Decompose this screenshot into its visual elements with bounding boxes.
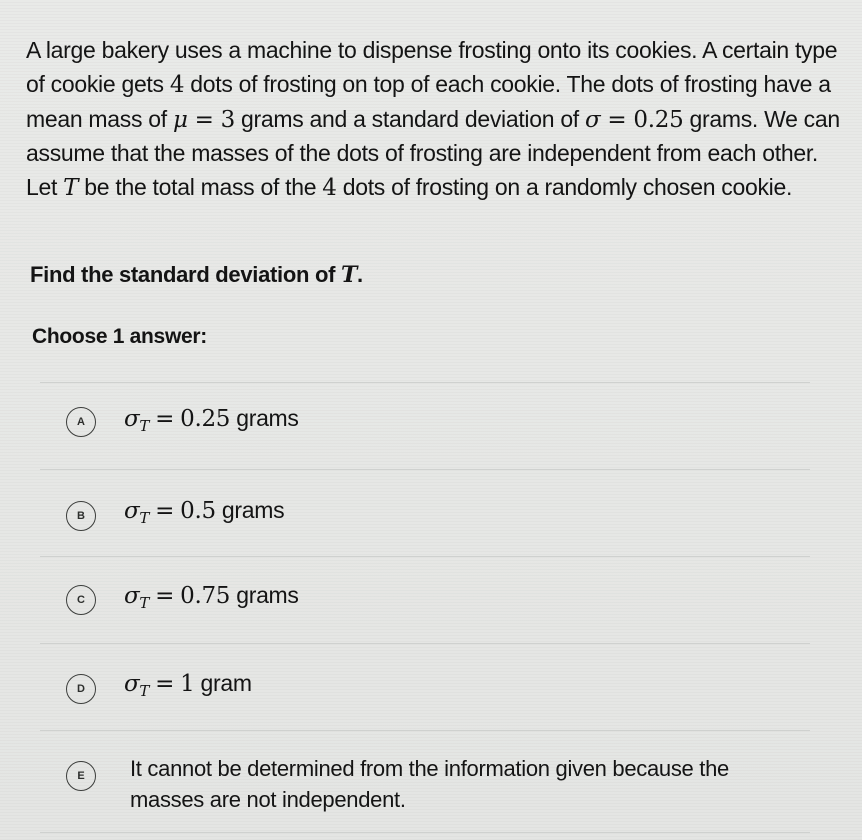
option-letter-b: B: [66, 501, 96, 531]
option-text-b: $\sigma_T = 0.5$ grams: [124, 497, 285, 527]
option-text-e: It cannot be determined from the information given because the masses are not independent.: [130, 756, 729, 812]
divider: [40, 832, 810, 833]
mu-symbol: μ: [172, 106, 188, 133]
option-letter-c: C: [66, 585, 96, 615]
answer-option-c[interactable]: [40, 557, 810, 643]
answer-option-d[interactable]: [40, 644, 810, 730]
sigma-symbol: σ: [585, 106, 601, 133]
choose-label: Choose 1 answer:: [32, 325, 207, 348]
cookie-dot-count-2: 4: [322, 175, 337, 202]
answer-option-b[interactable]: [40, 470, 810, 556]
option-text-c: $\sigma_T = 0.75$ grams: [124, 582, 299, 612]
answer-option-e[interactable]: [40, 731, 810, 831]
question-prompt: Find the standard deviation of T.: [30, 262, 363, 288]
option-letter-e: E: [66, 761, 96, 791]
answer-option-a[interactable]: [40, 383, 810, 469]
option-text-a: $\sigma_T = 0.25$ grams: [124, 405, 299, 435]
option-text-d: $\sigma_T = 1$ gram: [124, 670, 252, 700]
sd-value: 0.25: [633, 106, 684, 133]
mean-value: 3: [220, 106, 235, 133]
cookie-dot-count: 4: [169, 71, 185, 98]
option-letter-a: A: [66, 407, 96, 437]
option-letter-d: D: [66, 674, 96, 704]
t-symbol: T: [63, 175, 79, 202]
question-text: A large bakery uses a machine to dispense frosting onto its cookies. A certain type of cookie gets 4 dots of frosting on top of each cookie. The dots of frosting have a mean mass of μ = 3 grams and a standard deviation of σ = 0.25 grams. We can assume that the masses of the dots of frosting are independent from each other. Let T be the total mass of the 4 dots of frosting on a randomly chosen cookie.: [26, 37, 840, 202]
